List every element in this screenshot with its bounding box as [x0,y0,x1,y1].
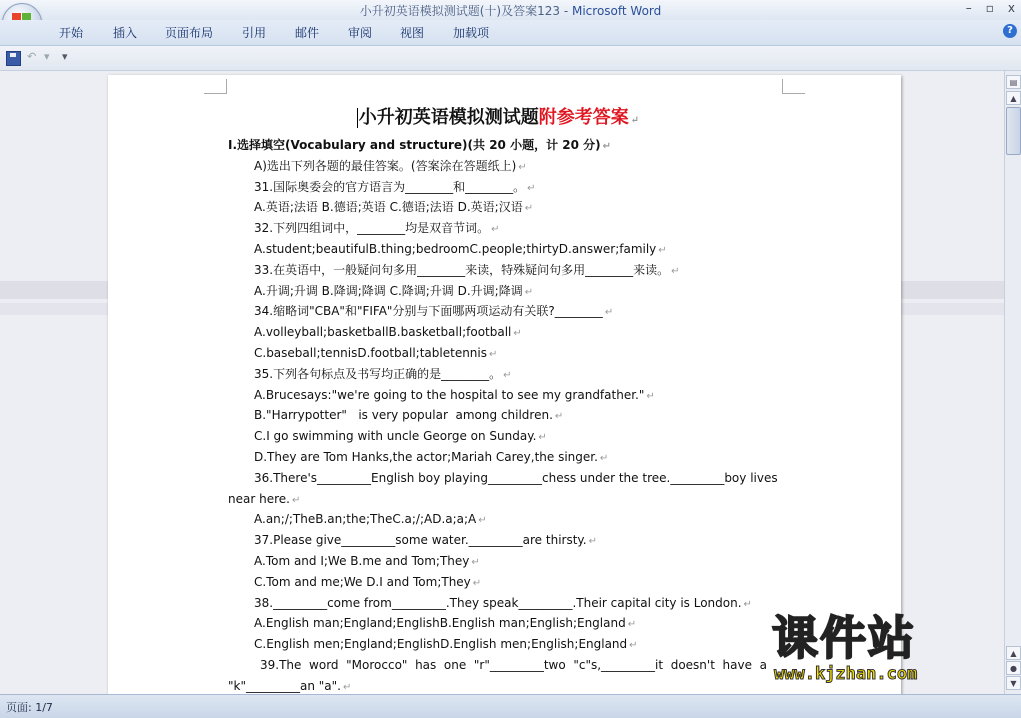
paragraph-mark-icon: ↵ [489,348,498,360]
text-line [228,343,788,364]
paragraph-mark-icon: ↵ [291,494,301,506]
status-bar [0,694,1021,718]
text-line [228,572,788,593]
text-line [228,197,788,218]
paragraph-mark-icon: ↵ [524,203,534,215]
text-line [228,322,788,343]
text-line [228,634,788,655]
line-text: I.选择填空(Vocabulary and structure)(共 20 小题，计 20 分) [228,138,601,152]
line-text: 35.下列各句标点及书写均正确的是________。 [254,366,502,381]
title-black: 小升初英语模拟测试题 [358,107,539,128]
text-line [228,301,788,322]
line-text: "k"_________an "a". [228,678,341,693]
line-text: B."Harrypotter" is very popular among children. [254,408,553,423]
line-text: C.baseball;tennisD.football;tabletennis [254,345,487,360]
line-text: 31.国际奥委会的官方语言为________和________。 [254,179,526,194]
tab-references[interactable]: 引用 [242,26,267,40]
text-line [228,405,788,426]
line-text: A.英语;法语 B.德语;英语 C.德语;法语 D.英语;汉语 [254,200,523,215]
paragraph-mark-icon: ↵ [588,536,598,548]
line-text: C.English men;England;EnglishD.English men;English;England [254,637,628,652]
minimize-button[interactable]: – [965,1,972,15]
text-line [228,426,788,447]
line-text: C.I go swimming with uncle George on Sunday. [254,429,537,444]
document-name: 小升初英语模拟测试题(十)及答案123 [359,4,561,18]
margin-corner-right [782,79,805,94]
line-text: A.student;beautifulB.thing;bedroomC.people;thirtyD.answer;family [254,241,657,256]
text-line [228,218,788,239]
document-workspace[interactable] [0,71,1004,694]
ribbon-tabs [0,20,1021,46]
paragraph-mark-icon: ↵ [602,141,612,152]
line-text: A.volleyball;basketballB.basketball;football [254,325,512,340]
document-body[interactable] [228,101,788,694]
line-text: A.English man;England;EnglishB.English man;English;England [254,616,626,631]
next-page-icon[interactable]: ▼ [1006,676,1021,690]
text-cursor [357,108,358,128]
text-line [228,613,788,634]
paragraph-mark-icon: ↵ [554,411,564,423]
paragraph-mark-icon: ↵ [604,307,614,319]
paragraph-mark-icon: ↵ [342,681,352,693]
paragraph-mark-icon: ↵ [471,556,480,568]
help-icon[interactable]: ? [1003,24,1017,38]
section-heading [228,135,788,156]
tab-add-ins[interactable]: 加载项 [453,26,490,40]
ruler-toggle-icon[interactable]: ▤ [1006,75,1021,89]
paragraph-mark-icon: ↵ [472,577,482,589]
undo-icon[interactable]: ↶ [27,50,37,63]
text-line [228,676,788,694]
paragraph-mark-icon: ↵ [503,369,512,381]
text-line [228,447,788,468]
title-red: 附参考答案 [538,107,629,128]
tab-mailings[interactable]: 邮件 [295,26,320,40]
line-text: A)选出下列各题的最佳答案。(答案涂在答题纸上) [254,158,517,173]
text-line [228,156,788,177]
margin-corner-left [204,79,227,94]
line-text: A.an;/;TheB.an;the;TheC.a;/;AD.a;a;A [254,512,477,527]
customize-toolbar-icon[interactable]: ▾ [62,50,68,63]
tab-insert[interactable]: 插入 [113,26,138,40]
line-text: 37.Please give_________some water._________are thirsty. [254,533,587,548]
line-text: D.They are Tom Hanks,the actor;Mariah Carey,the singer. [254,449,598,464]
window-controls [966,1,1015,15]
window-title [0,2,1021,19]
line-text: near here. [228,491,290,506]
document-page[interactable] [108,75,901,694]
line-text: 32.下列四组词中，________均是双音节词。 [254,221,490,236]
document-title [208,101,788,135]
paragraph-mark-icon: ↵ [527,182,536,194]
paragraph-mark-icon: ↵ [671,265,680,277]
paragraph-mark-icon: ↵ [524,286,534,298]
title-bar [0,0,1021,20]
paragraph-mark-icon: ↵ [627,619,637,631]
text-line [228,239,788,260]
tab-page-layout[interactable]: 页面布局 [165,26,214,40]
save-icon[interactable] [6,51,21,66]
paragraph-mark-icon: ↵ [630,115,640,126]
line-text: 39.The word "Morocco" has one "r"_________two "c"s,_________it doesn't have a [260,657,767,672]
line-text: 36.There's_________English boy playing_________chess under the tree._________boy lives [254,470,778,485]
paragraph-mark-icon: ↵ [646,390,655,402]
restore-button[interactable]: ▫ [985,1,994,15]
undo-dropdown-icon[interactable]: ▾ [44,50,50,63]
browse-object-icon[interactable]: ● [1006,661,1021,675]
title-separator: - [560,4,572,18]
line-text: 34.缩略词"CBA"和"FIFA"分别与下面哪两项运动有关联?________ [254,304,603,319]
watermark-logo [772,612,1012,692]
previous-page-icon[interactable]: ▲ [1006,646,1021,660]
page-indicator[interactable]: 页面: 1/7 [6,701,53,714]
line-text: 33.在英语中，一般疑问句多用________来读，特殊疑问句多用________来读。 [254,262,670,277]
paragraph-mark-icon: ↵ [491,224,500,236]
tab-view[interactable]: 视图 [400,26,425,40]
tab-home[interactable]: 开始 [59,26,84,40]
paragraph-mark-icon: ↵ [629,640,638,652]
tab-review[interactable]: 审阅 [348,26,373,40]
line-text: 38._________come from_________.They speak_________.Their capital city is London. [254,595,742,610]
paragraph-mark-icon: ↵ [599,452,609,464]
line-text: A.Tom and I;We B.me and Tom;They [254,553,470,568]
text-line [228,551,788,572]
text-line [228,260,788,281]
text-line [228,655,788,676]
text-line [228,489,788,510]
line-text: A.升调;升调 B.降调;降调 C.降调;升调 D.升调;降调 [254,283,523,298]
text-line [228,468,788,489]
paragraph-mark-icon: ↵ [513,328,522,340]
text-line [228,177,788,198]
paragraph-mark-icon: ↵ [538,432,547,444]
text-line [228,281,788,302]
text-line [228,364,788,385]
paragraph-mark-icon: ↵ [478,515,487,527]
watermark-title: 课件站 [772,611,916,665]
paragraph-mark-icon: ↵ [743,598,752,610]
text-line [228,385,788,406]
vertical-scrollbar[interactable] [1004,71,1021,694]
paragraph-mark-icon: ↵ [658,244,667,256]
scroll-thumb[interactable] [1006,107,1021,155]
quick-access-toolbar [0,46,1021,71]
scroll-up-icon[interactable]: ▲ [1006,91,1021,105]
text-line [228,593,788,614]
paragraph-mark-icon: ↵ [518,161,527,173]
app-name: Microsoft Word [571,4,662,18]
text-line [228,509,788,530]
text-line [228,530,788,551]
line-text: A.Brucesays:"we're going to the hospital to see my grandfather." [254,387,645,402]
watermark-url: www.kjzhan.com [774,664,918,684]
close-button[interactable]: x [1007,1,1015,15]
line-text: C.Tom and me;We D.I and Tom;They [254,574,471,589]
